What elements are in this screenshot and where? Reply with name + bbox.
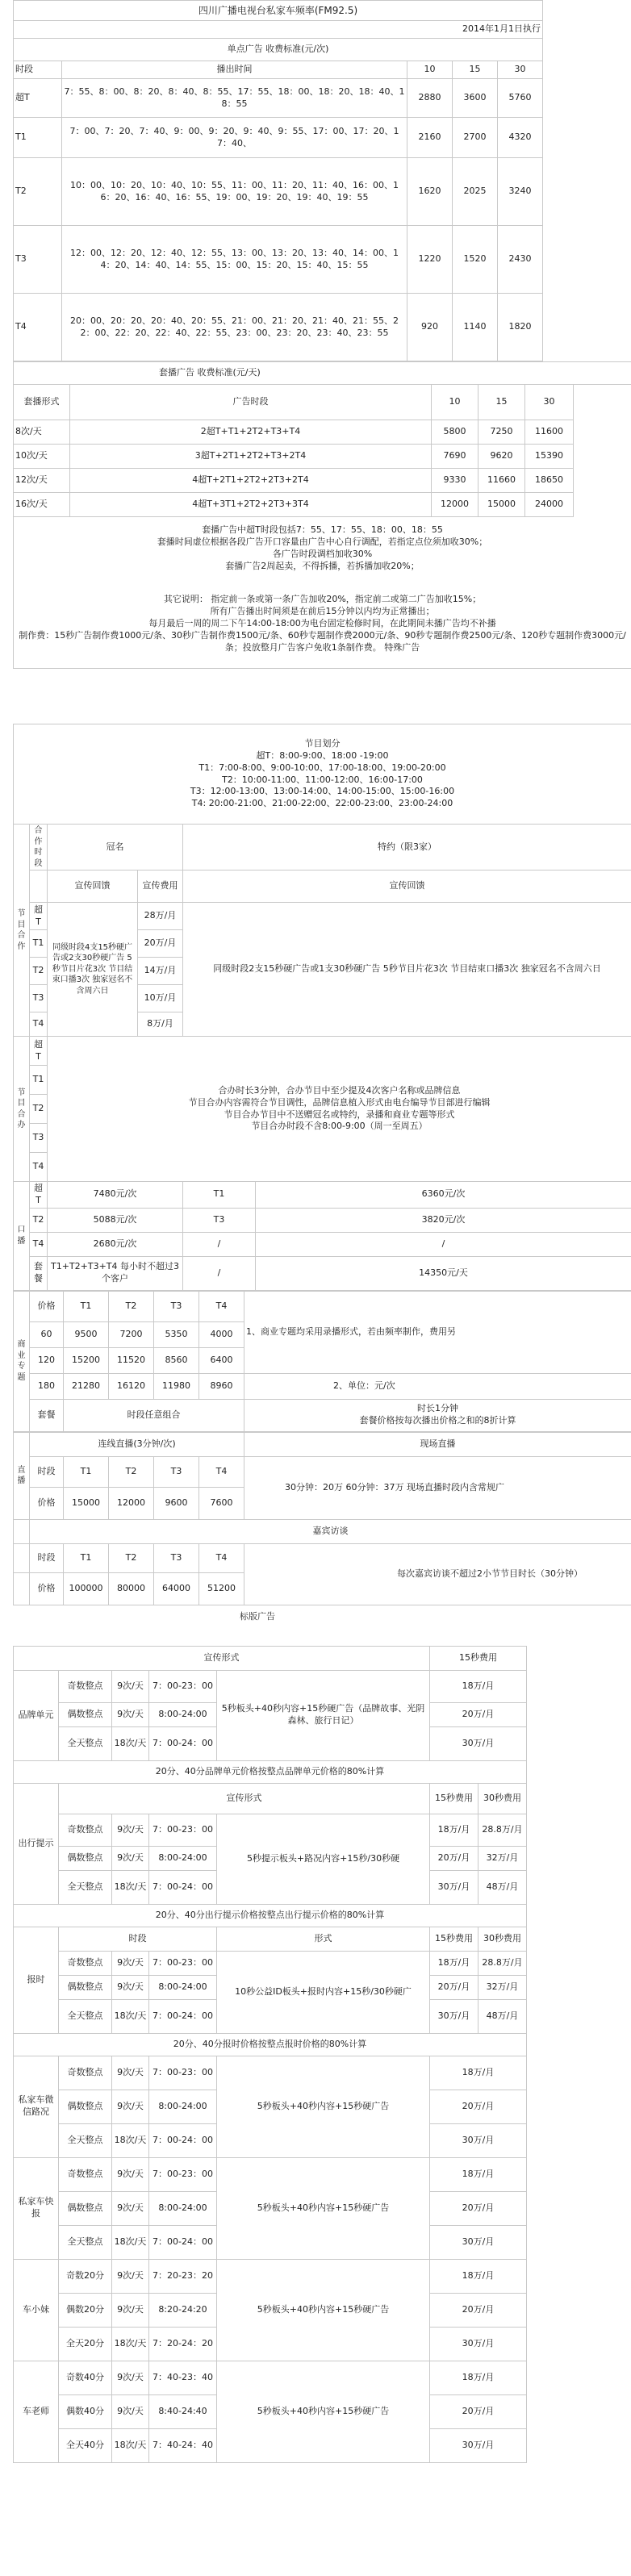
package-header: 套播广告 收费标准(元/天) bbox=[14, 362, 631, 385]
remarks: 其它说明： 指定前一条或第一条广告加收20%，指定前二或第二广告加收15%； 所有广告播出时间须是在前后15分钟以内均为正常播出； 每月最后一周的周二下午14:00-18:00为电台固定检修时间，在此期间未播广告均不补播 制作费：15秒广告制作费1000元/条、30秒广告制作费1500元/条、60秒专题制作费2000元/条、90秒专题制作费2500元/条、120秒专题制作费3000元/条；投放整月广告客户免收1条制作费。 特殊广告 bbox=[14, 580, 631, 669]
package-notes: 套播广告中超T时段包括7：55、17：55、18：00、18：55 套播时间虚位根据各段广告开口容量由广告中心自行调配，若指定点位须加收30%； 各广告时段调档加收30% 套播广告2周起卖，不得拆播，若拆播加收20%； bbox=[14, 517, 631, 580]
live-table: 直播 连线直播(3分钟/次) 现场直播 时段 T1 T2 T3 T4 30分钟：20万 60分钟：37万 现场直播时段内含常规广 价格 15000 12000 9600 7600 嘉宾访谈 时段 T1 T2 T3 T4 每次嘉宾访谈不超过2小节节目时长（30分钟） 价格 100000 80000 64000 51200 bbox=[13, 1432, 631, 1605]
single-header: 单点广告 收费标准(元/次) bbox=[14, 39, 543, 61]
kb-label: 口播 bbox=[14, 1182, 30, 1291]
table-row: 180 21280 16120 11980 8960 2、单位：元/次 bbox=[14, 1373, 631, 1399]
table-row: T2 10：00、10：20、10：40、10：55、11：00、11：20、11：40、16：00、16：20、16：40、16：55、19：00、19：20、19：40、19：55 1620 2025 3240 bbox=[14, 158, 631, 226]
program-table: 节目划分 超T：8:00-9:00、18:00 -19:00 T1：7:00-8:00、9:00-10:00、17:00-18:00、19:00-20:00 T2：10:00-11:00、11:00-12:00、16:00-17:00 T3：12:00-13:00、13:00-14:00、14:00-15:00、15:00-16:00 T4: 20:00-21:00、21:00-22:00、22:00-23:00、23:00-24:00 节目合作 合作时段 冠名 特约（限3家） 宣传回馈 宣传费用 宣传回馈 超T 同级时段4支15秒硬广告或2支30秒硬广告 5秒节目片花3次 节目结束口播3次 独家冠名不含周六日 28万/月 同级时段2支15秒硬广告或1支30秒硬广告 5秒节目片花3次 节目结束口播3次 独家冠名不含周六日 T1 20万/月 T2 14万/月 T3 10万/月 T4 8万/月 节目合办 超T 合办时长3分钟，合办节目中至少提及4次客户名称或品牌信息 节目合办内容需符合节目调性，品牌信息植入形式由电台编导节目部进行编辑 节目合办节目中不送赠冠名或特约，录播和商业专题等形式 节目合办时段不含8:00-9:00（周一至周五） T1 T2 T3 T4 口播 超T 7480元/次 T1 6360元/次 T2 5088元/次 T3 3820元/次 T4 2680元/次 / / 套餐 T1+T2+T3+T4 每小时不超过3个客户 / 14350元/天 bbox=[13, 724, 631, 1291]
program-division: 节目划分 超T：8:00-9:00、18:00 -19:00 T1：7:00-8:00、9:00-10:00、17:00-18:00、19:00-20:00 T2：10:00-11:00、11:00-12:00、16:00-17:00 T3：12:00-13:00、13:00-14:00、14:00-15:00、15:00-16:00 T4: 20:00-21:00、21:00-22:00、22:00-23:00、23:00-24:00 bbox=[14, 724, 631, 825]
table-row: 16次/天 4超T+3T1+2T2+2T3+3T4 12000 15000 24000 bbox=[14, 493, 631, 517]
live-label: 直播 bbox=[14, 1432, 30, 1519]
guest-text: 每次嘉宾访谈不超过2小节节目时长（30分钟） bbox=[244, 1543, 631, 1605]
sy-note1: 1、商业专题均采用录播形式，若由频率制作，费用另 bbox=[244, 1291, 631, 1373]
live-text: 30分钟：20万 60分钟：37万 现场直播时段内含常规广 bbox=[244, 1456, 631, 1519]
rate-card-page bbox=[13, 0, 631, 2463]
brand-table: 宣传形式 15秒费用 品牌单元 奇数整点 9次/天 7：00-23：00 5秒板头+40秒内容+15秒硬广告（品牌故事、光阴森林、旅行日记） 18万/月 偶数整点 9次/天 8:00-24:00 20万/月 全天整点 18次/天 7：00-24：00 30万/月 20分、40分品牌单元价格按整点品牌单元价格的80%计算 出行提示 宣传形式 15秒费用 30秒费用 奇数整点 9次/天 7：00-23：00 5秒提示板头+路况内容+15秒/30秒硬 18万/月 28.8万/月 偶数整点 9次/天 8:00-24:00 20万/月 32万/月 全天整点 18次/天 7：00-24：00 30万/月 48万/月 20分、40分出行提示价格按整点出行提示价格的80%计算 报时 时段 形式 15秒费用 30秒费用 奇数整点 9次/天 7：00-23：00 10秒公益ID板头+报时内容+15秒/30秒硬广 18万/月 28.8万/月 偶数整点 9次/天 8:00-24:00 20万/月 32万/月 全天整点 18次/天 7：00-24：00 30万/月 48万/月 20分、40分报时价格按整点报时价格的80%计算 私家车微信路况 奇数整点 9次/天 7：00-23：00 5秒板头+40秒内容+15秒硬广告 18万/月 偶数整点 9次/天 8:00-24:00 20万/月 全天整点 18次/天 7：00-24：00 30万/月 私家车快报 奇数整点 9次/天 7：00-23：00 5秒板头+40秒内容+15秒硬广告 18万/月 偶数整点 9次/天 8:00-24:00 20万/月 全天整点 18次/天 7：00-24：00 30万/月 车小妹 奇数20分 9次/天 7：20-23：20 5秒板头+40秒内容+15秒硬广告 18万/月 偶数20分 9次/天 8:20-24:20 20万/月 全天20分 18次/天 7：20-24：20 30万/月 车老师 奇数40分 9次/天 7：40-23：40 5秒板头+40秒内容+15秒硬广告 18万/月 偶数40分 9次/天 8:40-24:40 20万/月 全天40分 18次/天 7：40-24：40 30万/月 bbox=[13, 1646, 631, 2463]
guest-title: 嘉宾访谈 bbox=[30, 1519, 631, 1543]
table-row: 120 15200 11520 8560 6400 bbox=[14, 1347, 631, 1373]
table-row: T4 20：00、20：20、20：40、20：55、21：00、21：20、21：40、21：55、22：00、22：20、22：40、22：55、23：00、23：20、23：40、23：55 920 1140 1820 bbox=[14, 294, 631, 361]
commercial-feature-table: 商业专题 价格 T1 T2 T3 T4 1、商业专题均采用录播形式，若由频率制作，费用另 60 9500 7200 5350 4000 120 15200 11520 8560 6400 180 21280 16120 11980 8960 2、单位：元/次 套餐 时段任意组合 时长1分钟 套餐价格按每次播出价格之和的8折计算 bbox=[13, 1291, 631, 1432]
co-text: 合办时长3分钟，合办节目中至少提及4次客户名称或品牌信息 节目合办内容需符合节目调性，品牌信息植入形式由电台编导节目部进行编辑 节目合办节目中不送赠冠名或特约，录播和商业专题等形式 节目合办时段不含8:00-9:00（周一至周五） bbox=[48, 1037, 631, 1182]
co-label: 节目合办 bbox=[14, 1037, 30, 1182]
package-table bbox=[13, 361, 631, 669]
doc-date: 2014年1月1日执行 bbox=[14, 21, 543, 39]
hz-feedback: 同级时段4支15秒硬广告或2支30秒硬广告 5秒节目片花3次 节目结束口播3次 独家冠名不含周六日 bbox=[48, 903, 138, 1037]
table-row: T3 12：00、12：20、12：40、12：55、13：00、13：20、13：40、14：00、14：20、14：40、14：55、15：00、15：20、15：40、15：55 1220 1520 2430 bbox=[14, 226, 631, 294]
single-col-header: 时段 播出时间 10 15 30 bbox=[14, 61, 631, 79]
table-row: 60 9500 7200 5350 4000 bbox=[14, 1321, 631, 1347]
hz-label: 节目合作 bbox=[14, 825, 30, 1037]
brand-header: 标版广告 bbox=[240, 1610, 275, 1622]
hz-special-feedback: 同级时段2支15秒硬广告或1支30秒硬广告 5秒节目片花3次 节目结束口播3次 独家冠名不含周六日 bbox=[183, 903, 631, 1037]
table-row: 8次/天 2超T+T1+2T2+T3+T4 5800 7250 11600 bbox=[14, 420, 631, 445]
table-row: 超T 7：55、8：00、8：20、8：40、8：55、17：55、18：00、18：20、18：40、18：55 2880 3600 5760 bbox=[14, 79, 631, 118]
package-col-header: 套播形式 广告时段 10 15 30 bbox=[14, 385, 631, 420]
sy-note2: 2、单位：元/次 bbox=[244, 1373, 631, 1399]
sy-label: 商业专题 bbox=[14, 1291, 30, 1431]
table-row: 12次/天 4超T+2T1+2T2+2T3+2T4 9330 11660 18650 bbox=[14, 469, 631, 493]
doc-title: 四川广播电视台私家车频率(FM92.5) bbox=[14, 1, 543, 21]
table-row: T1 7：00、7：20、7：40、9：00、9：20、9：40、9：55、17：00、17：20、17：40、 2160 2700 4320 bbox=[14, 118, 631, 158]
single-spot-table bbox=[13, 0, 631, 361]
table-row: 10次/天 3超T+2T1+2T2+T3+2T4 7690 9620 15390 bbox=[14, 445, 631, 469]
